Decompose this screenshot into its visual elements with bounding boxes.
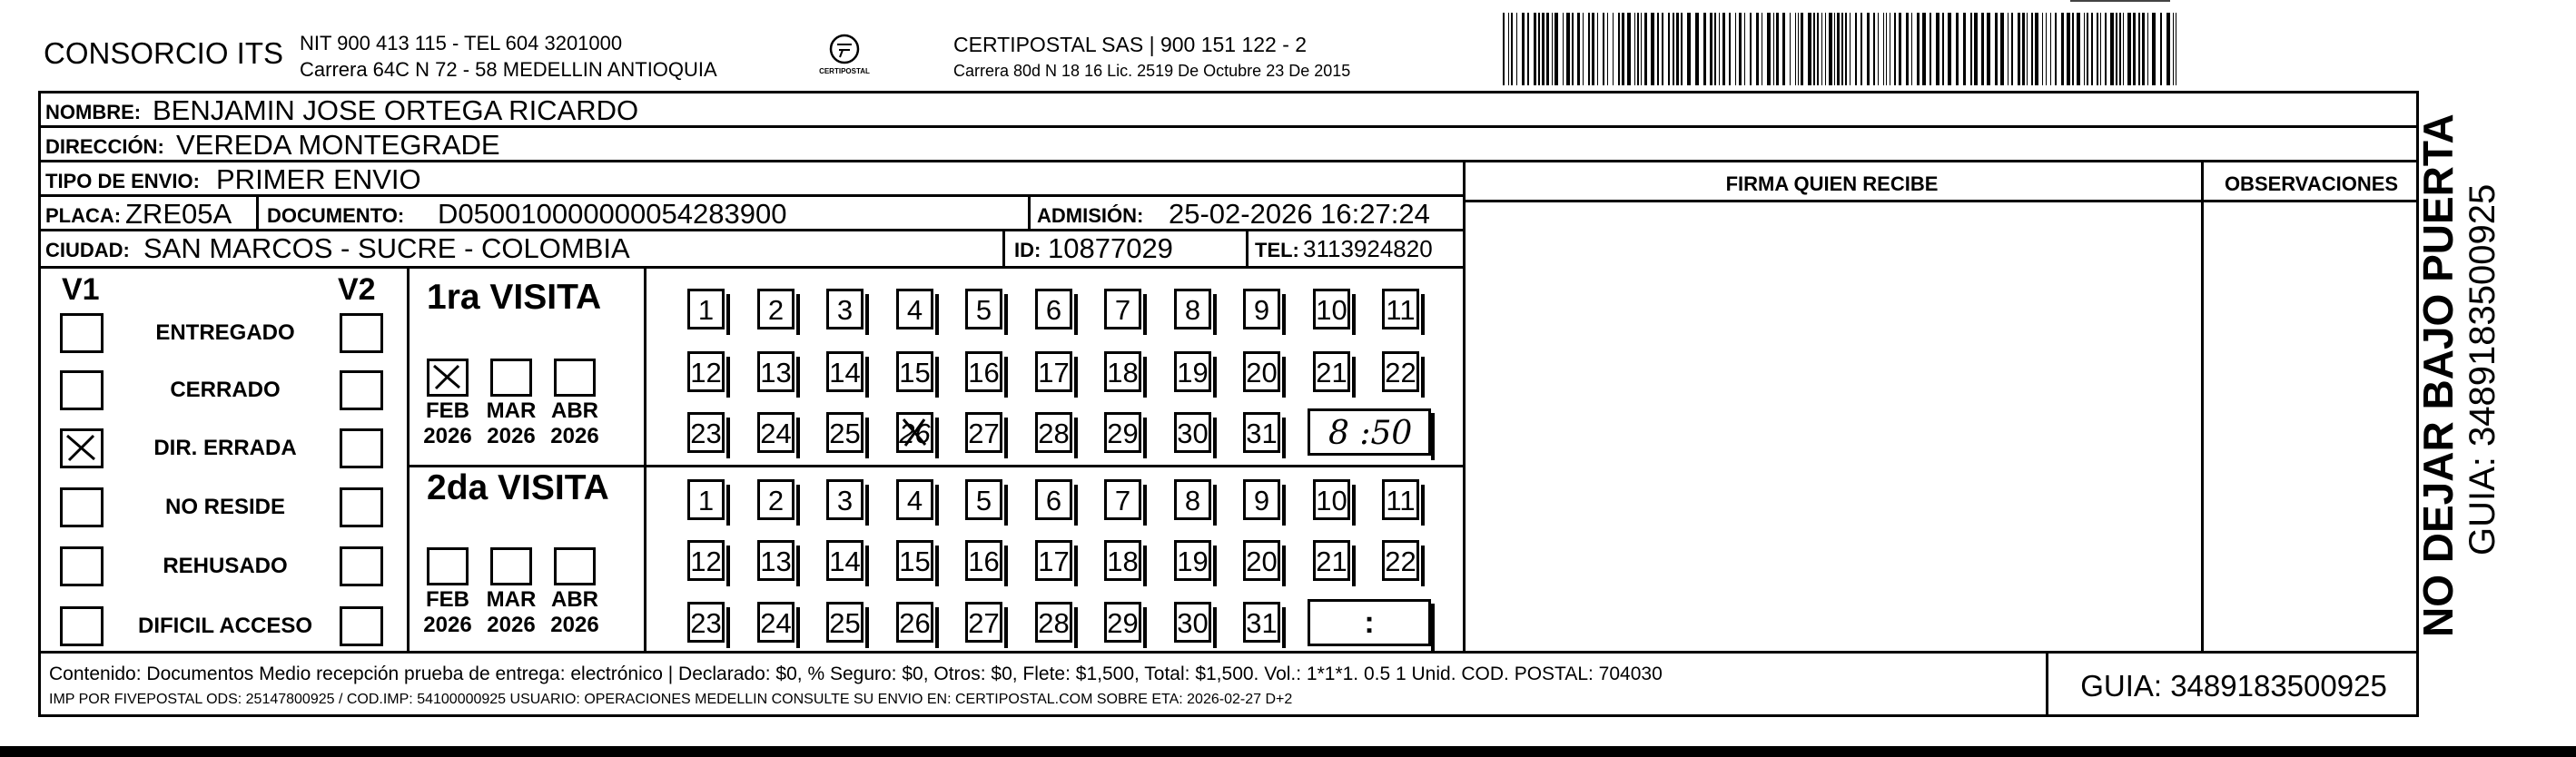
barcode-bar bbox=[1637, 13, 1639, 85]
divider bbox=[256, 197, 259, 231]
barcode-bar bbox=[1503, 13, 1505, 85]
barcode-bar bbox=[2097, 13, 2098, 85]
barcode-bar bbox=[1662, 13, 1663, 85]
barcode-bar bbox=[1695, 13, 1699, 85]
barcode-bar bbox=[2042, 13, 2043, 85]
barcode-bar bbox=[1899, 13, 1901, 85]
day-box[interactable]: 24 bbox=[757, 412, 795, 453]
barcode-bar bbox=[1522, 13, 1525, 85]
day-box[interactable]: 25 bbox=[826, 602, 864, 643]
day-box[interactable]: 17 bbox=[1035, 351, 1072, 392]
barcode-bar bbox=[2055, 13, 2057, 85]
ciudad-label: CIUDAD: bbox=[45, 239, 130, 261]
barcode-bar bbox=[2031, 13, 2033, 85]
barcode-bar bbox=[1729, 13, 1731, 85]
day-box[interactable]: 4 bbox=[896, 479, 933, 520]
barcode-bar bbox=[1538, 13, 1540, 85]
barcode-bar bbox=[1808, 13, 1811, 85]
day-box[interactable]: 21 bbox=[1313, 351, 1350, 392]
barcode-bar bbox=[2127, 13, 2131, 85]
day-box[interactable]: 15 bbox=[896, 540, 933, 581]
barcode-bar bbox=[1970, 13, 1972, 85]
barcode-bar bbox=[1508, 13, 1509, 85]
day-box[interactable]: 30 bbox=[1174, 602, 1211, 643]
barcode-bar bbox=[2119, 13, 2121, 85]
v1-checkbox[interactable] bbox=[60, 606, 104, 646]
day-box[interactable]: 12 bbox=[687, 351, 725, 392]
barcode-bar bbox=[2110, 13, 2114, 85]
firma-label: FIRMA QUIEN RECIBE bbox=[1725, 172, 1939, 195]
month-label: ABR 2026 bbox=[550, 398, 599, 448]
x-mark-icon bbox=[63, 431, 101, 466]
day-box[interactable]: 22 bbox=[1382, 540, 1419, 581]
barcode-bar bbox=[1795, 13, 1796, 85]
barcode-bar bbox=[2061, 13, 2064, 85]
status-label: ENTREGADO bbox=[155, 320, 295, 345]
barcode-bar bbox=[2160, 13, 2162, 85]
barcode-bar bbox=[1710, 13, 1712, 85]
v1-label: V1 bbox=[62, 272, 100, 307]
observations-area[interactable] bbox=[2204, 202, 2419, 651]
documento-label: DOCUMENTO: bbox=[267, 204, 405, 227]
barcode-bar bbox=[1673, 13, 1674, 85]
day-box[interactable]: 18 bbox=[1104, 351, 1141, 392]
month-checkbox[interactable] bbox=[490, 547, 532, 585]
day-box[interactable]: 25 bbox=[826, 412, 864, 453]
barcode-bar bbox=[2011, 13, 2013, 85]
company-name: CONSORCIO ITS bbox=[44, 36, 284, 70]
barcode-bar bbox=[1878, 13, 1879, 85]
side-warning-text: NO DEJAR BAJO PUERTA bbox=[2414, 113, 2462, 637]
barcode-bar bbox=[1873, 13, 1875, 85]
barcode-bar bbox=[1546, 13, 1549, 85]
barcode-bar bbox=[2173, 13, 2174, 85]
month-checkbox[interactable] bbox=[427, 547, 469, 585]
divider bbox=[1246, 231, 1249, 266]
barcode-bar bbox=[1974, 13, 1978, 85]
row-tipo-envio bbox=[38, 162, 1466, 197]
barcode-bar bbox=[2116, 13, 2117, 85]
barcode-bar bbox=[1850, 13, 1851, 85]
barcode-bar bbox=[1906, 13, 1909, 85]
barcode-bar bbox=[1845, 13, 1847, 85]
barcode-bar bbox=[2087, 13, 2088, 85]
barcode-bar bbox=[1798, 13, 1799, 85]
month-label: MAR 2026 bbox=[486, 587, 537, 637]
day-box[interactable]: 28 bbox=[1035, 602, 1072, 643]
nombre-label: NOMBRE: bbox=[45, 101, 142, 123]
barcode-bar bbox=[2123, 13, 2124, 85]
tel-value: 3113924820 bbox=[1303, 235, 1433, 262]
barcode-bar bbox=[1552, 13, 1553, 85]
barcode-bar bbox=[2100, 13, 2101, 85]
row-ciudad bbox=[38, 231, 1466, 266]
barcode-bar bbox=[1963, 13, 1966, 85]
day-box[interactable]: 8 bbox=[1174, 479, 1211, 520]
barcode-bar bbox=[1676, 13, 1679, 85]
observaciones-label: OBSERVACIONES bbox=[2224, 172, 2399, 195]
barcode-bar bbox=[1867, 13, 1870, 85]
ciudad-value: SAN MARCOS - SUCRE - COLOMBIA bbox=[143, 232, 630, 264]
barcode-bar bbox=[1534, 13, 1536, 85]
barcode-bar bbox=[1813, 13, 1815, 85]
barcode-bar bbox=[2067, 13, 2070, 85]
barcode-bar bbox=[2138, 13, 2140, 85]
day-box[interactable]: 21 bbox=[1313, 540, 1350, 581]
placa-label: PLACA: bbox=[45, 204, 122, 227]
barcode-bar bbox=[1855, 13, 1857, 85]
barcode-bar bbox=[1886, 13, 1887, 85]
barcode-bar bbox=[2000, 13, 2004, 85]
v2-checkbox[interactable] bbox=[340, 428, 383, 468]
day-box[interactable]: 9 bbox=[1243, 479, 1280, 520]
barcode-bar bbox=[2046, 13, 2047, 85]
day-box[interactable]: 3 bbox=[826, 289, 864, 329]
day-box[interactable]: 19 bbox=[1174, 351, 1211, 392]
day-box[interactable]: 16 bbox=[965, 540, 1002, 581]
day-box[interactable]: 10 bbox=[1313, 289, 1350, 329]
barcode-bar bbox=[1739, 13, 1742, 85]
day-box[interactable]: 5 bbox=[965, 479, 1002, 520]
day-box[interactable]: 13 bbox=[757, 351, 795, 392]
barcode-bar bbox=[1837, 13, 1840, 85]
barcode-bar bbox=[1911, 13, 1912, 85]
placa-value: ZRE05A bbox=[125, 198, 232, 230]
day-box[interactable]: 3 bbox=[826, 479, 864, 520]
barcode-bar bbox=[1744, 13, 1745, 85]
day-box[interactable]: 14 bbox=[826, 351, 864, 392]
day-box[interactable]: 12 bbox=[687, 540, 725, 581]
barcode-bar bbox=[1719, 13, 1720, 85]
status-visits-divider bbox=[407, 266, 410, 651]
status-label: CERRADO bbox=[170, 378, 281, 402]
day-box[interactable]: 28 bbox=[1035, 412, 1072, 453]
status-label: NO RESIDE bbox=[164, 495, 286, 519]
barcode-bar bbox=[1613, 13, 1614, 85]
barcode-bar bbox=[1634, 13, 1635, 85]
barcode-bar bbox=[1583, 13, 1584, 85]
top-right-mark bbox=[2070, 0, 2170, 2]
month-checkbox[interactable] bbox=[554, 359, 596, 397]
day-box[interactable]: 22 bbox=[1382, 351, 1419, 392]
barcode-bar bbox=[1917, 13, 1920, 85]
barcode-bar bbox=[1930, 13, 1931, 85]
day-box[interactable]: 29 bbox=[1104, 412, 1141, 453]
barcode-bar bbox=[1922, 13, 1926, 85]
logo-text: CERTIPOSTAL bbox=[819, 67, 870, 75]
v2-checkbox[interactable] bbox=[340, 546, 383, 586]
barcode-bar bbox=[1516, 13, 1517, 85]
barcode-bar bbox=[1767, 13, 1771, 85]
v1-checkbox[interactable] bbox=[60, 546, 104, 586]
row-nombre bbox=[38, 93, 2419, 128]
barcode-bar bbox=[1542, 13, 1545, 85]
visits-divider bbox=[407, 465, 1466, 467]
barcode-bar bbox=[1714, 13, 1716, 85]
day-box[interactable]: 5 bbox=[965, 289, 1002, 329]
barcode-bar bbox=[1995, 13, 1998, 85]
day-box[interactable]: 9 bbox=[1243, 289, 1280, 329]
second-visit-time-box[interactable] bbox=[1308, 599, 1431, 646]
v1-checkbox[interactable] bbox=[60, 313, 104, 353]
day-box[interactable]: 23 bbox=[687, 412, 725, 453]
barcode-bar bbox=[1618, 13, 1620, 85]
barcode-bar bbox=[2147, 13, 2148, 85]
barcode-bar bbox=[1776, 13, 1779, 85]
barcode-bar bbox=[1756, 13, 1759, 85]
bottom-bar bbox=[0, 746, 2576, 757]
barcode-bar bbox=[1936, 13, 1939, 85]
barcode-bar bbox=[2027, 13, 2028, 85]
documento-value: D050010000000054283900 bbox=[438, 198, 787, 230]
tel-label: TEL: bbox=[1255, 239, 1299, 261]
x-mark-icon bbox=[429, 361, 466, 394]
barcode-bar bbox=[1883, 13, 1884, 85]
barcode-bar bbox=[1657, 13, 1659, 85]
barcode-bar bbox=[1948, 13, 1951, 85]
day-box[interactable]: 31 bbox=[1243, 412, 1280, 453]
barcode-bar bbox=[1687, 13, 1691, 85]
footer-contenido: Contenido: Documentos Medio recepción prueba de entrega: electrónico | Declarado: $0, % Seguro: $0, Otros: $0, Flete: $1,500, Total: $1,500. Vol.: 1*1*1. 0.5 1 Unid. COD. POSTAL: 704030 bbox=[49, 664, 1663, 684]
barcode-bar bbox=[1773, 13, 1774, 85]
barcode-bar bbox=[2084, 13, 2085, 85]
time-box-shadow bbox=[1431, 413, 1435, 460]
company-nit: NIT 900 413 115 - TEL 604 3201000 bbox=[300, 32, 623, 54]
day-box[interactable]: 27 bbox=[965, 412, 1002, 453]
second-visit-time: : bbox=[1364, 605, 1375, 640]
id-label: ID: bbox=[1014, 239, 1041, 261]
id-value: 10877029 bbox=[1048, 232, 1173, 264]
v1-checkbox[interactable] bbox=[60, 487, 104, 527]
barcode-bar bbox=[2105, 13, 2107, 85]
block-top-border bbox=[38, 266, 1466, 269]
barcode-bar bbox=[2050, 13, 2051, 85]
day-box[interactable]: 16 bbox=[965, 351, 1002, 392]
barcode-bar bbox=[1722, 13, 1725, 85]
barcode-bar bbox=[1527, 13, 1529, 85]
row-placa bbox=[38, 197, 1466, 231]
carrier-license: Carrera 80d N 18 16 Lic. 2519 De Octubre 23 De 2015 bbox=[953, 62, 1351, 80]
block-bottom-border bbox=[38, 651, 2419, 654]
day-box[interactable]: 11 bbox=[1382, 479, 1419, 520]
nombre-value: BENJAMIN JOSE ORTEGA RICARDO bbox=[153, 94, 639, 126]
month-checkbox[interactable] bbox=[490, 359, 532, 397]
month-checkbox[interactable] bbox=[554, 547, 596, 585]
barcode-bar bbox=[1703, 13, 1706, 85]
certipostal-logo bbox=[813, 31, 876, 85]
direccion-value: VEREDA MONTEGRADE bbox=[176, 129, 500, 161]
v2-checkbox[interactable] bbox=[340, 606, 383, 646]
day-box[interactable]: 30 bbox=[1174, 412, 1211, 453]
day-box[interactable]: 15 bbox=[896, 351, 933, 392]
barcode-bar bbox=[2018, 13, 2020, 85]
first-visit-time-box[interactable] bbox=[1308, 408, 1431, 456]
barcode-bar bbox=[1681, 13, 1683, 85]
day-box[interactable]: 14 bbox=[826, 540, 864, 581]
day-box[interactable]: 20 bbox=[1243, 351, 1280, 392]
status-label: REHUSADO bbox=[163, 554, 288, 578]
barcode-bar bbox=[1563, 13, 1564, 85]
day-box[interactable]: 7 bbox=[1104, 289, 1141, 329]
barcode-bar bbox=[1821, 13, 1822, 85]
barcode-bar bbox=[2077, 13, 2080, 85]
day-box[interactable]: 23 bbox=[687, 602, 725, 643]
admision-label: ADMISIÓN: bbox=[1037, 204, 1144, 227]
day-box[interactable]: 2 bbox=[757, 289, 795, 329]
barcode-bar bbox=[2152, 13, 2156, 85]
barcode-bar bbox=[1597, 13, 1598, 85]
day-box[interactable]: 10 bbox=[1313, 479, 1350, 520]
barcode-bar bbox=[1644, 13, 1647, 85]
day-box[interactable]: 31 bbox=[1243, 602, 1280, 643]
barcode-bar bbox=[1592, 13, 1594, 85]
barcode-bar bbox=[1577, 13, 1580, 85]
x-mark-icon bbox=[899, 415, 932, 451]
barcode-bar bbox=[1668, 13, 1670, 85]
day-box[interactable]: 17 bbox=[1035, 540, 1072, 581]
barcode bbox=[1503, 13, 2179, 85]
v1-checkbox[interactable] bbox=[60, 370, 104, 410]
day-box[interactable]: 19 bbox=[1174, 540, 1211, 581]
v2-checkbox[interactable] bbox=[340, 370, 383, 410]
barcode-bar bbox=[1603, 13, 1604, 85]
month-label: FEB 2026 bbox=[423, 587, 472, 637]
barcode-bar bbox=[1987, 13, 1990, 85]
barcode-bar bbox=[1942, 13, 1944, 85]
company-address: Carrera 64C N 72 - 58 MEDELLIN ANTIOQUIA bbox=[300, 58, 717, 81]
day-box[interactable]: 8 bbox=[1174, 289, 1211, 329]
time-box-shadow bbox=[1431, 604, 1435, 651]
day-box[interactable]: 26 bbox=[896, 602, 933, 643]
signature-area[interactable] bbox=[1466, 202, 2201, 651]
barcode-bar bbox=[1750, 13, 1752, 85]
footer-imp: IMP POR FIVEPOSTAL ODS: 25147800925 / COD.IMP: 54100000925 USUARIO: OPERACIONES MEDELLIN CONSULTE SU ENVIO EN: CERTIPOSTAL.COM SOBRE ETA: 2026-02-27 D+2 bbox=[49, 692, 1293, 707]
side-guia-text: GUIA: 3489183500925 bbox=[2462, 183, 2502, 555]
status-label: DIFICIL ACCESO bbox=[137, 614, 312, 638]
barcode-bar bbox=[1572, 13, 1574, 85]
day-box[interactable]: 18 bbox=[1104, 540, 1141, 581]
side-guia bbox=[2462, 102, 2503, 555]
row-direccion bbox=[38, 128, 2419, 162]
direccion-label: DIRECCIÓN: bbox=[45, 135, 164, 158]
month-checkbox[interactable] bbox=[427, 359, 469, 397]
v2-label: V2 bbox=[338, 272, 376, 307]
day-box[interactable]: 29 bbox=[1104, 602, 1141, 643]
divider bbox=[1028, 197, 1031, 231]
first-visit-time: 8 :50 bbox=[1328, 415, 1413, 452]
side-warning bbox=[2413, 56, 2462, 637]
barcode-bar bbox=[2022, 13, 2025, 85]
v1-checkbox[interactable] bbox=[60, 428, 104, 468]
barcode-bar bbox=[1956, 13, 1959, 85]
day-box[interactable]: 20 bbox=[1243, 540, 1280, 581]
barcode-bar bbox=[1790, 13, 1791, 85]
barcode-bar bbox=[2133, 13, 2136, 85]
barcode-bar bbox=[2166, 13, 2170, 85]
barcode-bar bbox=[1511, 13, 1513, 85]
barcode-bar bbox=[1782, 13, 1785, 85]
barcode-bar bbox=[1566, 13, 1570, 85]
month-label: MAR 2026 bbox=[486, 398, 537, 448]
day-box[interactable]: 1 bbox=[687, 479, 725, 520]
months-days-divider bbox=[644, 266, 646, 651]
barcode-bar bbox=[1627, 13, 1631, 85]
day-box[interactable]: 13 bbox=[757, 540, 795, 581]
barcode-bar bbox=[1817, 13, 1819, 85]
barcode-bar bbox=[1860, 13, 1862, 85]
barcode-bar bbox=[1651, 13, 1654, 85]
barcode-bar bbox=[2035, 13, 2038, 85]
barcode-bar bbox=[2091, 13, 2093, 85]
day-box[interactable]: 24 bbox=[757, 602, 795, 643]
first-visit-label: 1ra VISITA bbox=[427, 278, 602, 317]
barcode-bar bbox=[1829, 13, 1832, 85]
barcode-bar bbox=[2142, 13, 2145, 85]
barcode-bar bbox=[1622, 13, 1624, 85]
barcode-bar bbox=[1825, 13, 1826, 85]
day-box[interactable]: 6 bbox=[1035, 479, 1072, 520]
tipo-envio-label: TIPO DE ENVIO: bbox=[45, 170, 200, 192]
day-box[interactable]: 26 bbox=[896, 412, 933, 453]
status-label: DIR. ERRADA bbox=[153, 436, 297, 460]
barcode-bar bbox=[1641, 13, 1642, 85]
day-box[interactable]: 4 bbox=[896, 289, 933, 329]
barcode-bar bbox=[1841, 13, 1843, 85]
month-label: ABR 2026 bbox=[550, 587, 599, 637]
barcode-bar bbox=[1834, 13, 1835, 85]
barcode-bar bbox=[2072, 13, 2074, 85]
carrier-line: CERTIPOSTAL SAS | 900 151 122 - 2 bbox=[953, 33, 1308, 56]
footer-guia: GUIA: 3489183500925 bbox=[2080, 669, 2387, 703]
day-box[interactable]: 2 bbox=[757, 479, 795, 520]
barcode-bar bbox=[1607, 13, 1608, 85]
day-box[interactable]: 7 bbox=[1104, 479, 1141, 520]
barcode-bar bbox=[1894, 13, 1896, 85]
barcode-bar bbox=[1554, 13, 1558, 85]
second-visit-label: 2da VISITA bbox=[427, 468, 609, 507]
barcode-bar bbox=[1981, 13, 1984, 85]
admision-value: 25-02-2026 16:27:24 bbox=[1169, 198, 1430, 230]
barcode-bar bbox=[1801, 13, 1803, 85]
divider bbox=[1002, 231, 1005, 266]
tipo-envio-value: PRIMER ENVIO bbox=[216, 163, 421, 195]
day-box[interactable]: 1 bbox=[687, 289, 725, 329]
v2-checkbox[interactable] bbox=[340, 487, 383, 527]
barcode-bar bbox=[1588, 13, 1590, 85]
day-box[interactable]: 6 bbox=[1035, 289, 1072, 329]
day-box[interactable]: 11 bbox=[1382, 289, 1419, 329]
v2-checkbox[interactable] bbox=[340, 313, 383, 353]
month-label: FEB 2026 bbox=[423, 398, 472, 448]
day-box[interactable]: 27 bbox=[965, 602, 1002, 643]
barcode-bar bbox=[1735, 13, 1736, 85]
